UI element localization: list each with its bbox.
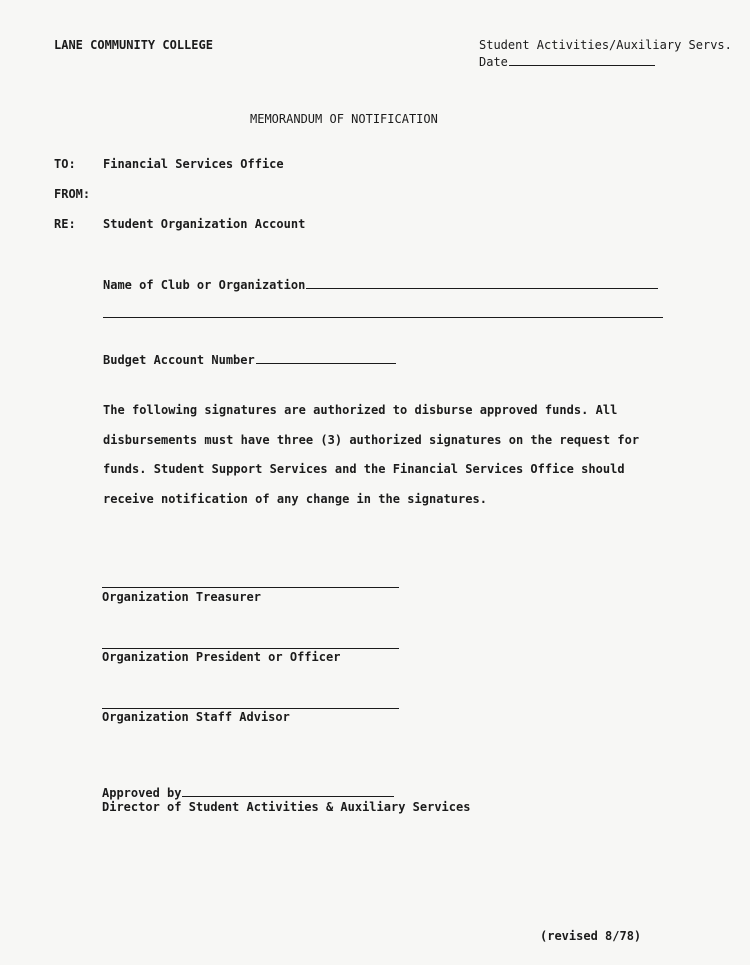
- paragraph-line-1: The following signatures are authorized to disburse approved funds. All: [103, 403, 618, 417]
- date-line: [509, 53, 655, 66]
- budget-line: [256, 351, 396, 364]
- date-label: Date: [479, 55, 508, 69]
- paragraph-line-3: funds. Student Support Services and the Financial Services Office should: [103, 462, 625, 477]
- to-label: TO:: [54, 157, 76, 171]
- president-label: Organization President or Officer: [102, 650, 341, 664]
- from-label: FROM:: [54, 187, 91, 201]
- college-name: LANE COMMUNITY COLLEGE: [54, 38, 213, 52]
- paragraph-line-4: receive notification of any change in the signatures.: [103, 492, 487, 507]
- budget-field: [103, 351, 396, 367]
- club-field: [103, 276, 658, 292]
- advisor-label: Organization Staff Advisor: [102, 710, 290, 724]
- to-value: Financial Services Office: [103, 157, 284, 171]
- date-field: [479, 53, 655, 69]
- paragraph-line-2: disbursements must have three (3) authorized signatures on the request for: [103, 432, 640, 447]
- president-signature-line: [102, 648, 399, 649]
- authorization-paragraph: [103, 396, 663, 515]
- advisor-signature-line: [102, 708, 399, 709]
- treasurer-label: Organization Treasurer: [102, 590, 261, 604]
- re-label: RE:: [54, 217, 76, 231]
- approved-field: [102, 784, 394, 800]
- re-value: Student Organization Account: [103, 217, 306, 231]
- club-line-2: [103, 317, 663, 318]
- budget-label: Budget Account Number: [103, 353, 255, 367]
- page-title: MEMORANDUM OF NOTIFICATION: [250, 112, 438, 126]
- revised-note: (revised 8/78): [540, 929, 642, 943]
- director-label: Director of Student Activities & Auxiliary Services: [102, 800, 471, 814]
- treasurer-signature-line: [102, 587, 399, 588]
- club-label: Name of Club or Organization: [103, 278, 306, 292]
- approved-label: Approved by: [102, 786, 182, 800]
- club-line: [306, 276, 658, 289]
- approved-line: [182, 784, 394, 797]
- department-name: Student Activities/Auxiliary Servs.: [479, 38, 732, 52]
